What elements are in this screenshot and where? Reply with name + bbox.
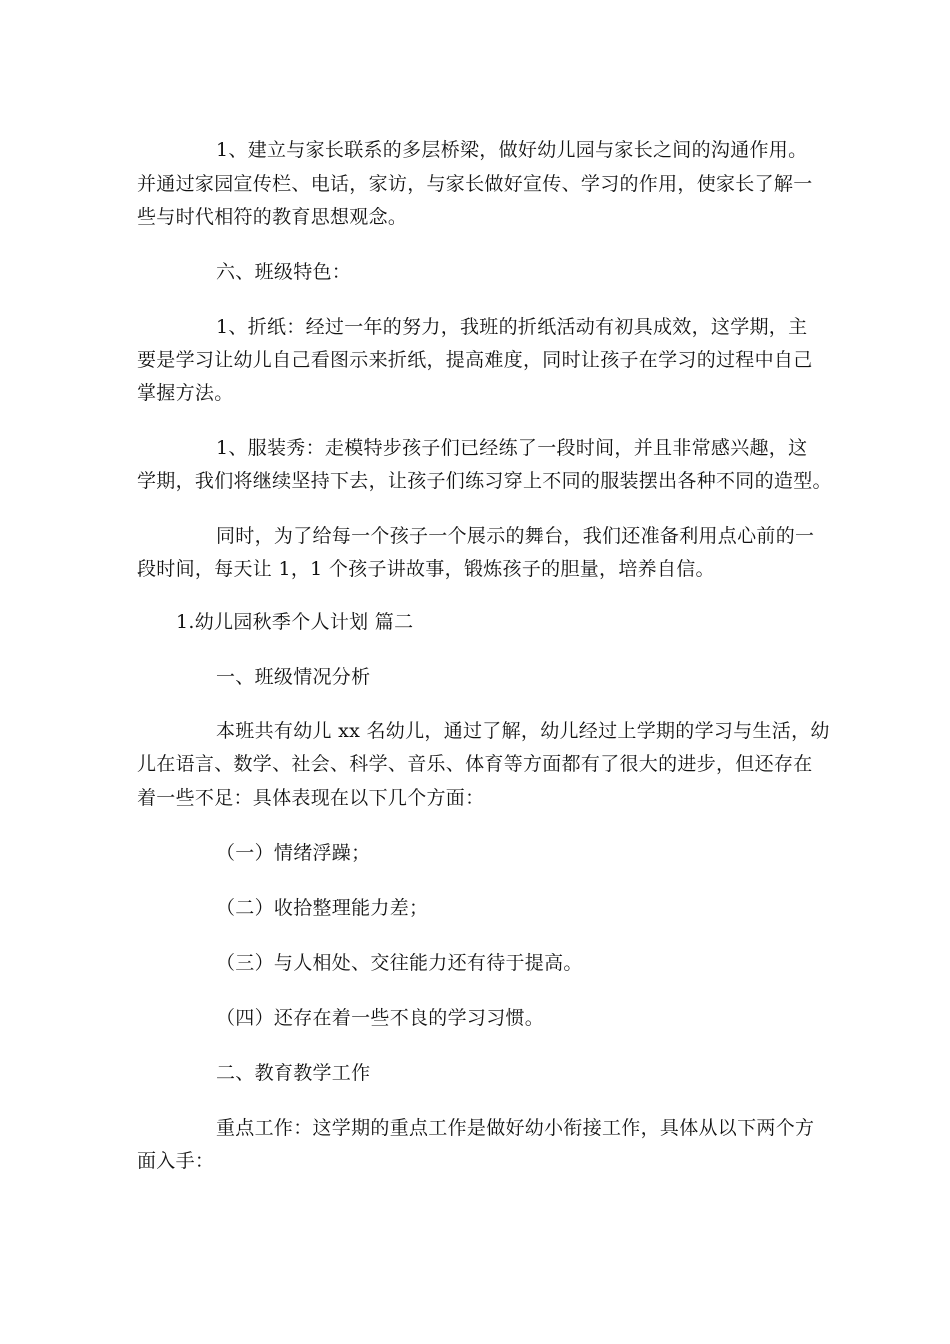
list-item: （三）与人相处、交往能力还有待于提高。 [216, 952, 583, 974]
paragraph-line: 同时，为了给每一个孩子一个展示的舞台，我们还准备利用点心前的一 [216, 525, 815, 547]
paragraph-line: 要是学习让幼儿自己看图示来折纸，提高难度，同时让孩子在学习的过程中自己 [137, 349, 813, 371]
paragraph-line: 掌握方法。 [137, 382, 234, 404]
paragraph-line: 面入手： [137, 1150, 215, 1172]
section-heading: 二、教育教学工作 [216, 1062, 371, 1084]
paragraph-line: 1、服装秀：走模特步孩子们已经练了一段时间，并且非常感兴趣，这 [216, 437, 808, 459]
list-item: （四）还存在着一些不良的学习习惯。 [216, 1007, 545, 1029]
list-item: （一）情绪浮躁； [216, 842, 371, 864]
list-item: （二）收拾整理能力差； [216, 897, 429, 919]
article-title: 1.幼儿园秋季个人计划 篇二 [176, 611, 414, 633]
paragraph-line: 1、建立与家长联系的多层桥梁，做好幼儿园与家长之间的沟通作用。 [216, 139, 808, 161]
section-heading: 六、班级特色： [216, 261, 352, 283]
section-heading: 一、班级情况分析 [216, 666, 371, 688]
paragraph-line: 着一些不足：具体表现在以下几个方面： [137, 787, 485, 809]
paragraph-line: 重点工作：这学期的重点工作是做好幼小衔接工作，具体从以下两个方 [216, 1117, 815, 1139]
paragraph-line: 本班共有幼儿 xx 名幼儿，通过了解，幼儿经过上学期的学习与生活，幼 [216, 720, 830, 742]
paragraph-line: 学期，我们将继续坚持下去，让孩子们练习穿上不同的服装摆出各种不同的造型。 [137, 470, 832, 492]
paragraph-line: 并通过家园宣传栏、电话，家访，与家长做好宣传、学习的作用，使家长了解一 [137, 173, 813, 195]
paragraph-line: 些与时代相符的教育思想观念。 [137, 206, 408, 228]
paragraph-line: 段时间，每天让 1，1 个孩子讲故事，锻炼孩子的胆量，培养自信。 [137, 558, 715, 580]
paragraph-line: 1、折纸：经过一年的努力，我班的折纸活动有初具成效，这学期，主 [216, 316, 808, 338]
paragraph-line: 儿在语言、数学、社会、科学、音乐、体育等方面都有了很大的进步，但还存在 [137, 753, 813, 775]
